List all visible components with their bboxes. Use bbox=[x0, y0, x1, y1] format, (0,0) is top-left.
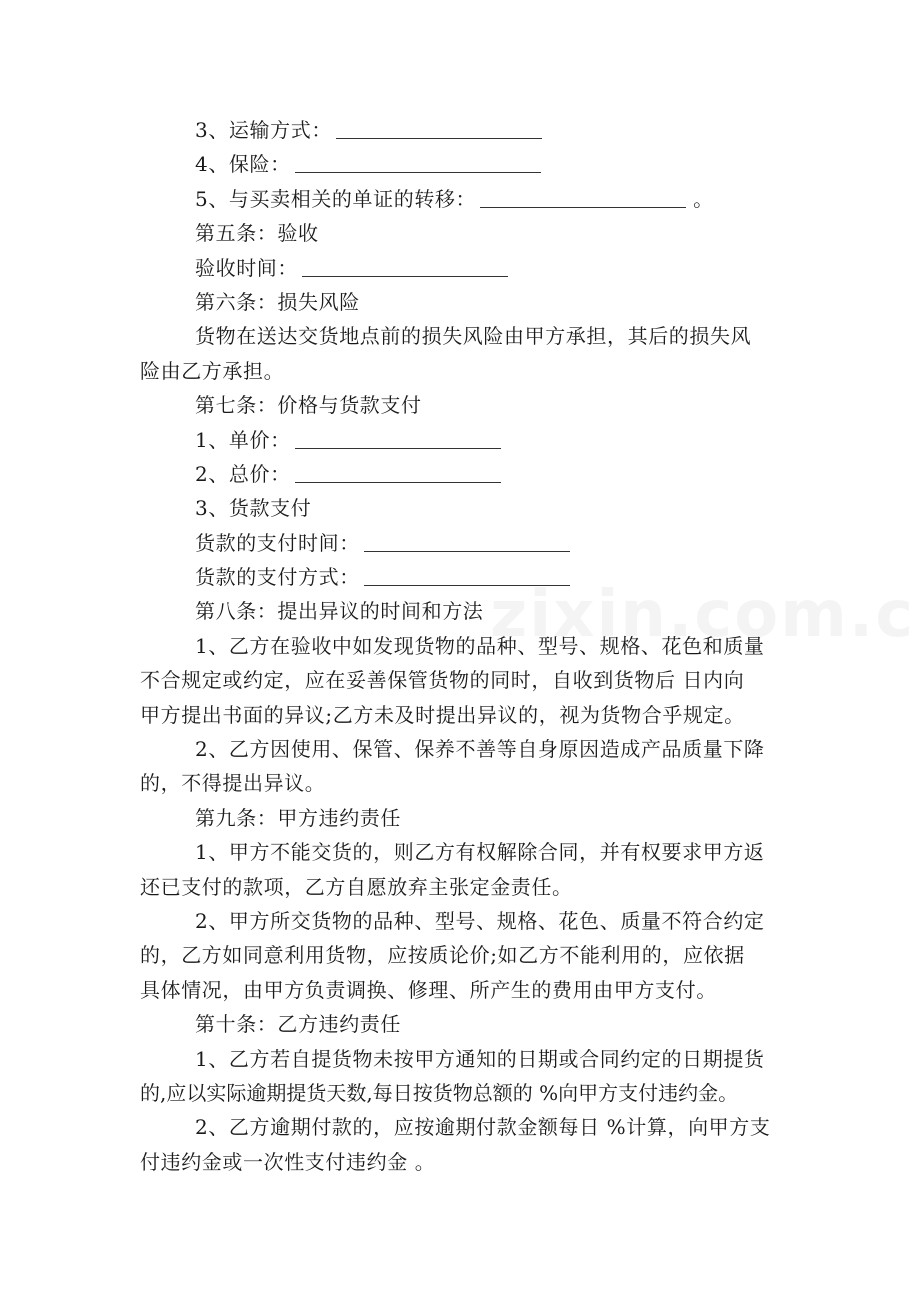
line-text: 甲方提出书面的异议;乙方未及时提出异议的，视为货物合乎规定。 bbox=[140, 702, 745, 727]
article-heading bbox=[140, 388, 782, 422]
item-documents bbox=[140, 182, 782, 216]
line-suffix: 。 bbox=[686, 186, 714, 211]
line-text: 第七条：价格与货款支付 bbox=[195, 393, 422, 418]
paragraph-line bbox=[140, 973, 782, 1007]
line-text: 1、乙方在验收中如发现货物的品种、型号、规格、花色和质量 bbox=[195, 633, 765, 658]
fill-blank bbox=[480, 187, 686, 208]
fill-blank bbox=[295, 152, 541, 173]
line-text: 货物在送达交货地点前的损失风险由甲方承担，其后的损失风 bbox=[195, 324, 752, 349]
paragraph-line bbox=[140, 698, 782, 732]
line-text: 第十条：乙方违约责任 bbox=[195, 1012, 401, 1037]
paragraph-line bbox=[140, 732, 782, 766]
line-text: 1、单价： bbox=[195, 427, 291, 452]
line-text: 1、乙方若自提货物未按甲方通知的日期或合同约定的日期提货 bbox=[195, 1046, 765, 1071]
item-payment-time bbox=[140, 526, 782, 560]
line-text: 险由乙方承担。 bbox=[140, 358, 285, 383]
paragraph-line bbox=[140, 1076, 782, 1110]
article-heading bbox=[140, 1007, 782, 1041]
line-text: 具体情况，由甲方负责调换、修理、所产生的费用由甲方支付。 bbox=[140, 977, 717, 1002]
line-text: 4、保险： bbox=[195, 152, 291, 177]
paragraph-line bbox=[140, 319, 782, 353]
line-text: 2、总价： bbox=[195, 461, 291, 486]
item-transport bbox=[140, 113, 782, 147]
line-text: 第五条：验收 bbox=[195, 221, 319, 246]
item-payment bbox=[140, 491, 782, 525]
paragraph-line bbox=[140, 766, 782, 800]
fill-blank bbox=[364, 531, 570, 552]
fill-blank bbox=[336, 118, 542, 139]
line-text: 的，不得提出异议。 bbox=[140, 771, 326, 796]
line-text: 付违约金或一次性支付违约金 。 bbox=[140, 1149, 436, 1174]
fill-blank bbox=[295, 462, 501, 483]
article-heading bbox=[140, 285, 782, 319]
line-text: 的，乙方如同意利用货物，应按质论价;如乙方不能利用的，应依据 bbox=[140, 943, 745, 968]
paragraph-line bbox=[140, 904, 782, 938]
line-text: 2、甲方所交货物的品种、型号、规格、花色、质量不符合约定 bbox=[195, 908, 765, 933]
paragraph-line bbox=[140, 938, 782, 972]
line-text: 2、乙方逾期付款的，应按逾期付款金额每日 %计算，向甲方支 bbox=[195, 1115, 771, 1140]
paragraph-line bbox=[140, 1110, 782, 1144]
line-text: 5、与买卖相关的单证的转移： bbox=[195, 186, 477, 211]
document-body bbox=[140, 113, 782, 1179]
paragraph-line bbox=[140, 354, 782, 388]
line-text: 3、运输方式： bbox=[195, 118, 332, 142]
item-total-price bbox=[140, 457, 782, 491]
paragraph-line bbox=[140, 835, 782, 869]
item-insurance bbox=[140, 147, 782, 181]
line-text: 验收时间： bbox=[195, 255, 298, 280]
line-text: 3、货款支付 bbox=[195, 496, 312, 521]
fill-blank bbox=[364, 565, 570, 586]
article-heading bbox=[140, 216, 782, 250]
item-inspection-time bbox=[140, 251, 782, 285]
paragraph-line bbox=[140, 1145, 782, 1179]
paragraph-line bbox=[140, 629, 782, 663]
line-text: 第六条：损失风险 bbox=[195, 289, 360, 314]
paragraph-line bbox=[140, 870, 782, 904]
article-heading bbox=[140, 594, 782, 628]
line-text: 2、乙方因使用、保管、保养不善等自身原因造成产品质量下降 bbox=[195, 737, 765, 762]
item-payment-method bbox=[140, 560, 782, 594]
item-unit-price bbox=[140, 423, 782, 457]
paragraph-line bbox=[140, 663, 782, 697]
line-text: 货款的支付方式： bbox=[195, 565, 360, 590]
line-text: 的,应以实际逾期提货天数,每日按货物总额的 %向甲方支付违约金。 bbox=[140, 1080, 739, 1105]
line-text: 第九条：甲方违约责任 bbox=[195, 805, 401, 830]
article-heading bbox=[140, 801, 782, 835]
fill-blank bbox=[295, 428, 501, 449]
line-text: 还已支付的款项，乙方自愿放弃主张定金责任。 bbox=[140, 874, 573, 899]
line-text: 第八条：提出异议的时间和方法 bbox=[195, 599, 484, 624]
paragraph-line bbox=[140, 1042, 782, 1076]
line-text: 货款的支付时间： bbox=[195, 530, 360, 555]
fill-blank bbox=[302, 256, 508, 277]
line-text: 不合规定或约定，应在妥善保管货物的同时，自收到货物后 日内向 bbox=[140, 668, 745, 693]
line-text: 1、甲方不能交货的，则乙方有权解除合同，并有权要求甲方返 bbox=[195, 840, 765, 865]
